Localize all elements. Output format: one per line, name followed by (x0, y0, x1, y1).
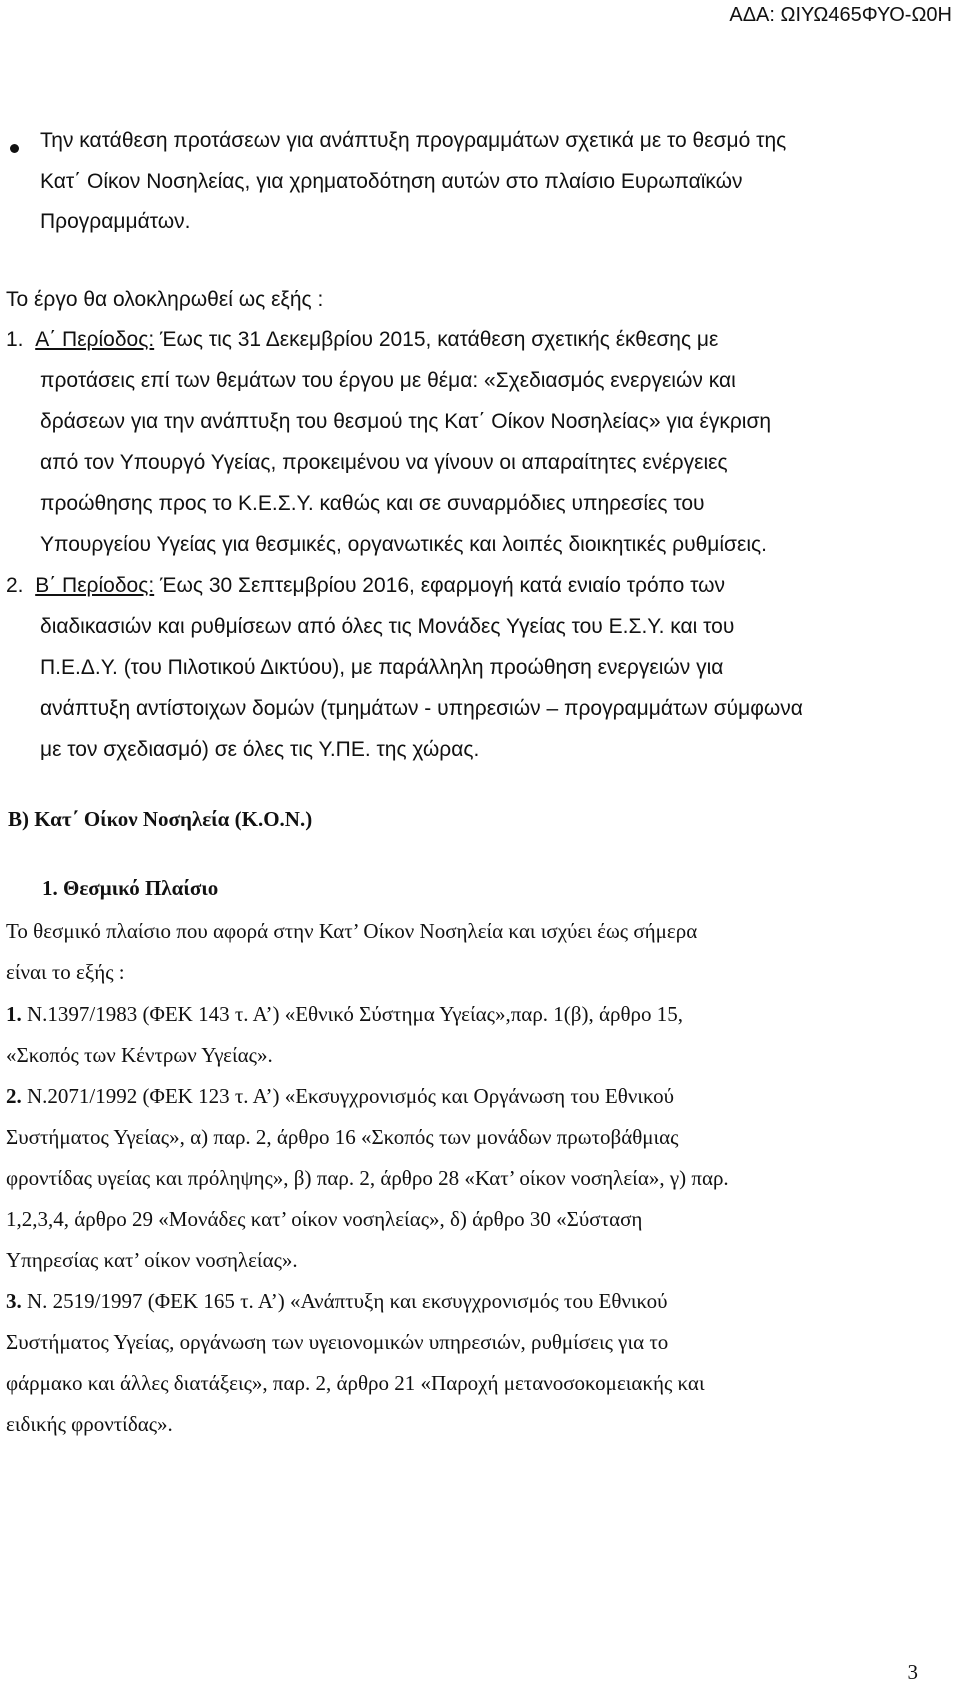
paragraph-line: προώθησης προς το Κ.Ε.Σ.Υ. καθώς και σε συναρμόδιες υπηρεσίες του (40, 492, 705, 515)
subsection-heading: 1. Θεσμικό Πλαίσιο (42, 876, 219, 900)
paragraph-line: ειδικής φροντίδας». (6, 1412, 173, 1436)
paragraph-line: Υπουργείου Υγείας για θεσμικές, οργανωτικές και λοιπές διοικητικές ρυθμίσεις. (40, 533, 767, 556)
period-a-label: Α΄ Περίοδος: (35, 328, 155, 351)
law-number: 1. (6, 1002, 22, 1026)
paragraph-line: Συστήματος Υγείας», α) παρ. 2, άρθρο 16 «Σκοπός των μονάδων πρωτοβάθμιας (6, 1125, 679, 1149)
paragraph-line: 1,2,3,4, άρθρο 29 «Μονάδες κατ’ οίκον νοσηλείας», δ) άρθρο 30 «Σύσταση (6, 1207, 643, 1231)
law-text: Ν.1397/1983 (ΦΕΚ 143 τ. Α’) «Εθνικό Σύστημα Υγείας»,παρ. 1(β), άρθρο 15, (27, 1002, 683, 1026)
list-item-2 (6, 573, 960, 599)
paragraph-line: προτάσεις επί των θεμάτων του έργου με θέμα: «Σχεδιασμός ενεργειών και (40, 369, 736, 392)
bullet-line: Κατ΄ Οίκον Νοσηλείας, για χρηματοδότηση αυτών στο πλαίσιο Ευρωπαϊκών (40, 170, 743, 193)
period-b-label: Β΄ Περίοδος: (35, 574, 155, 597)
paragraph-line: δράσεων για την ανάπτυξη του θεσμού της Κατ΄ Οίκον Νοσηλείας» για έγκριση (40, 410, 772, 433)
period-a-text: Έως τις 31 Δεκεμβρίου 2015, κατάθεση σχετικής έκθεσης με (160, 328, 719, 351)
paragraph-line: από τον Υπουργό Υγείας, προκειμένου να γίνουν οι απαραίτητες ενέργειες (40, 451, 728, 474)
list-item-1 (6, 327, 960, 353)
paragraph-line: Συστήματος Υγείας, οργάνωση των υγειονομικών υπηρεσιών, ρυθμίσεις για το (6, 1330, 669, 1354)
paragraph-line: με τον σχεδιασμό) σε όλες τις Υ.ΠΕ. της χώρας. (40, 738, 480, 761)
intro-line: Το έργο θα ολοκληρωθεί ως εξής : (6, 288, 324, 311)
paragraph-line: φάρμακο και άλλες διατάξεις», παρ. 2, άρθρο 21 «Παροχή μετανοσοκομειακής και (6, 1371, 705, 1395)
paragraph-line: Υπηρεσίας κατ’ οίκον νοσηλείας». (6, 1248, 298, 1272)
section-heading: Β) Κατ΄ Οίκον Νοσηλεία (Κ.Ο.Ν.) (8, 807, 313, 831)
paragraph-line: Το θεσμικό πλαίσιο που αφορά στην Κατ’ Οίκον Νοσηλεία και ισχύει έως σήμερα (6, 919, 698, 943)
law-item-2 (6, 1083, 848, 1109)
law-text: Ν. 2519/1997 (ΦΕΚ 165 τ. Α’) «Ανάπτυξη και εκσυγχρονισμός του Εθνικού (27, 1289, 668, 1313)
law-item-1 (6, 1001, 848, 1027)
bullet-line: Την κατάθεση προτάσεων για ανάπτυξη προγραμμάτων σχετικά με το θεσμό της (40, 129, 787, 152)
paragraph-line: φροντίδας υγείας και πρόληψης», β) παρ. 2, άρθρο 28 «Κατ’ οίκον νοσηλεία», γ) παρ. (6, 1166, 729, 1190)
paragraph-line: είναι το εξής : (6, 960, 125, 984)
paragraph-line: διαδικασιών και ρυθμίσεων από όλες τις Μονάδες Υγείας του Ε.Σ.Υ. και του (40, 615, 735, 638)
law-text: Ν.2071/1992 (ΦΕΚ 123 τ. Α’) «Εκσυγχρονισμός και Οργάνωση του Εθνικού (27, 1084, 674, 1108)
law-item-3 (6, 1288, 848, 1314)
paragraph-line: Π.Ε.Δ.Υ. (του Πιλοτικού Δικτύου), με παράλληλη προώθηση ενεργειών για (40, 656, 724, 679)
page-number: 3 (907, 1660, 918, 1684)
list-number: 2. (6, 574, 24, 597)
bullet-point (10, 144, 19, 153)
document-code-header: ΑΔΑ: ΩΙΥΩ465ΦΥΟ-Ω0Η (729, 4, 952, 26)
law-number: 2. (6, 1084, 22, 1108)
paragraph-line: «Σκοπός των Κέντρων Υγείας». (6, 1043, 273, 1067)
paragraph-line: ανάπτυξη αντίστοιχων δομών (τμημάτων - υπηρεσιών – προγραμμάτων σύμφωνα (40, 697, 803, 720)
bullet-line: Προγραμμάτων. (40, 210, 191, 233)
law-number: 3. (6, 1289, 22, 1313)
list-number: 1. (6, 328, 24, 351)
period-b-text: Έως 30 Σεπτεμβρίου 2016, εφαρμογή κατά ενιαίο τρόπο των (160, 574, 725, 597)
